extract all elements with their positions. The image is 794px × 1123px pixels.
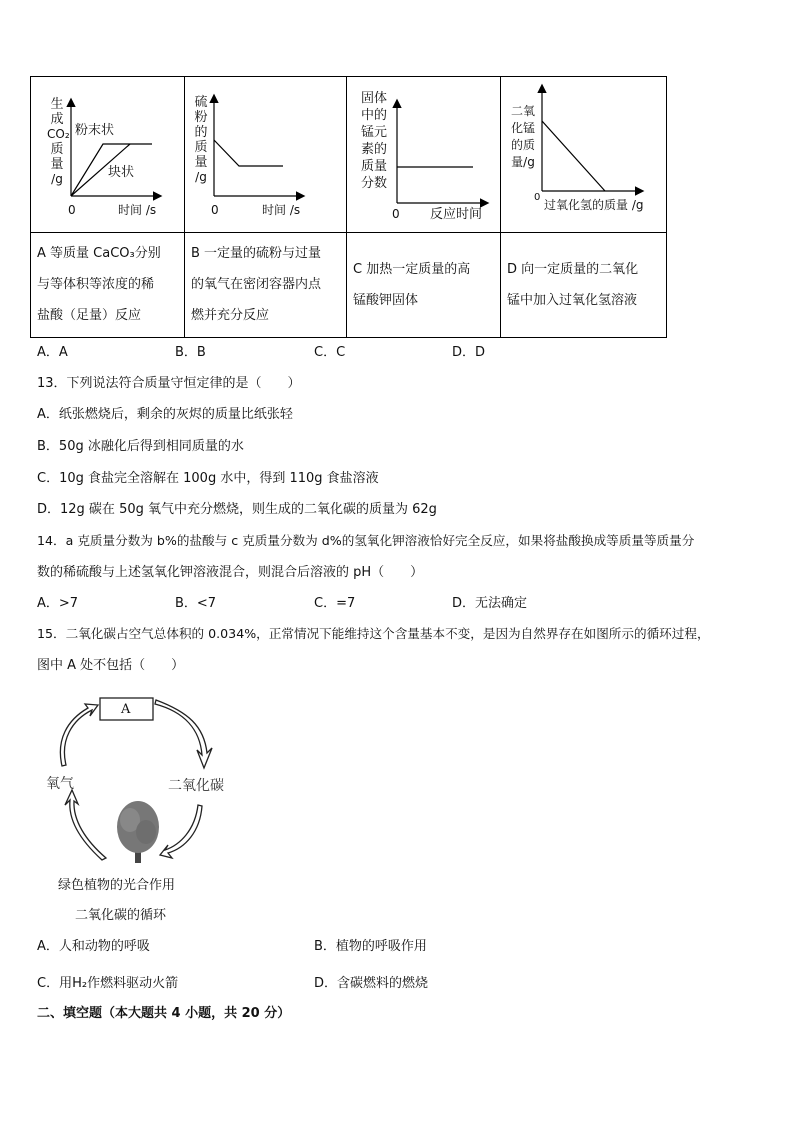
label-line: 的	[194, 125, 208, 140]
description-a	[37, 238, 161, 331]
label-line: /g	[195, 170, 207, 184]
q14-option-a[interactable]: A．>7	[37, 596, 79, 611]
label-line: 成	[50, 112, 64, 127]
label-line: 量	[194, 155, 208, 170]
description-d	[507, 254, 638, 316]
q14-stem-line2: 数的稀硫酸与上述氢氧化钾溶液混合，则混合后溶液的 pH（ ）	[37, 565, 424, 580]
graph4-line	[542, 121, 605, 191]
q15-option-d[interactable]: D．含碳燃料的燃烧	[314, 976, 429, 991]
label-line: 生	[50, 97, 64, 112]
desc-line: 燃并充分反应	[191, 308, 270, 323]
tree-icon	[117, 801, 159, 863]
q13-option-d[interactable]: D．12g 碳在 50g 氧气中充分燃烧，则生成的二氧化碳的质量为 62g	[37, 502, 437, 517]
q14-option-c[interactable]: C．=7	[314, 596, 356, 611]
q15-stem-line2: 图中 A 处不包括（ ）	[37, 658, 185, 673]
section-2-title: 二、填空题（本大题共 4 小题，共 20 分）	[37, 1006, 291, 1021]
graph1-series-powder: 粉末状	[75, 123, 115, 138]
desc-line: 盐酸（足量）反应	[37, 308, 142, 323]
desc-line: B 一定量的硫粉与过量	[191, 246, 322, 261]
label-line: 的质	[510, 138, 535, 152]
desc-line: 的氧气在密闭容器内点	[191, 277, 322, 292]
label-line: 锰元	[360, 125, 387, 140]
q15-option-a[interactable]: A．人和动物的呼吸	[37, 939, 150, 954]
arrow-oxygen-to-a	[60, 704, 98, 766]
diagram-box-label: A	[121, 702, 131, 717]
q13-option-a[interactable]: A．纸张燃烧后，剩余的灰烬的质量比纸张轻	[37, 407, 293, 422]
desc-line: 锰中加入过氧化氢溶液	[507, 293, 638, 308]
label-line: 量	[50, 157, 64, 172]
label-line: 素的	[360, 142, 387, 157]
q13-option-b[interactable]: B．50g 冰融化后得到相同质量的水	[37, 439, 244, 454]
description-b	[191, 238, 321, 331]
label-line: 量/g	[511, 155, 535, 169]
graph4-x-label: 过氧化氢的质量 /g	[544, 198, 644, 212]
desc-line: A 等质量 CaCO₃分别	[37, 246, 161, 261]
label-line: 质	[50, 142, 64, 157]
q12-option-a[interactable]: A．A	[37, 345, 68, 360]
label-line: 中的	[360, 108, 387, 123]
graph1-origin: 0	[68, 203, 76, 217]
label-line: 质量	[360, 159, 387, 174]
q14-stem-line1: 14．a 克质量分数为 b%的盐酸与 c 克质量分数为 d%的氢氧化钾溶液恰好完全反应，如果将盐酸换成等质量等质量分	[37, 533, 695, 548]
q15-option-b[interactable]: B．植物的呼吸作用	[314, 939, 427, 954]
graph1-y-label	[47, 97, 70, 187]
q13-option-c[interactable]: C．10g 食盐完全溶解在 100g 水中，得到 110g 食盐溶液	[37, 471, 379, 486]
q12-option-d[interactable]: D．D	[452, 345, 486, 360]
label-line: CO₂	[47, 127, 70, 141]
graph4-y-label	[508, 103, 538, 171]
graph3-x-label: 反应时间	[430, 207, 483, 222]
diagram-oxygen-label: 氧气	[46, 776, 74, 792]
graph1-series-block: 块状	[108, 165, 135, 180]
label-line: 化锰	[510, 121, 535, 135]
diagram-plant-caption: 绿色植物的光合作用	[58, 878, 176, 893]
graph4-origin: 0	[534, 192, 541, 203]
description-c	[353, 254, 470, 316]
graph2-origin: 0	[211, 203, 219, 217]
label-line: /g	[51, 172, 63, 186]
label-line: 固体	[360, 91, 387, 106]
diagram-co2-label: 二氧化碳	[168, 778, 224, 794]
q15-option-c[interactable]: C．用H₂作燃料驱动火箭	[37, 976, 179, 991]
graph2-x-label: 时间 /s	[262, 203, 301, 217]
label-line: 二氧	[510, 104, 535, 118]
arrow-co2-to-plant	[160, 805, 202, 858]
q14-option-b[interactable]: B．<7	[175, 596, 217, 611]
desc-line: C 加热一定质量的高	[353, 262, 471, 277]
graph2-y-label	[192, 95, 210, 185]
diagram-title: 二氧化碳的循环	[75, 908, 167, 923]
arrow-a-to-co2	[155, 700, 212, 768]
graph1-x-label: 时间 /s	[118, 203, 157, 217]
desc-line: D 向一定质量的二氧化	[507, 262, 639, 277]
arrow-plant-to-oxygen	[65, 790, 106, 860]
q12-option-c[interactable]: C．C	[314, 345, 346, 360]
desc-line: 锰酸钾固体	[353, 293, 419, 308]
label-line: 硫	[194, 95, 208, 110]
q12-option-b[interactable]: B．B	[175, 345, 206, 360]
label-line: 分数	[360, 176, 387, 191]
q15-stem-line1: 15．二氧化碳占空气总体积的 0.034%，正常情况下能维持这个含量基本不变，是因为自然界存在如图所示的循环过程，	[37, 626, 710, 641]
label-line: 质	[194, 140, 208, 155]
graph3-origin: 0	[392, 207, 400, 221]
graph3-y-label	[359, 90, 389, 192]
graph2-line	[214, 140, 283, 166]
q14-option-d[interactable]: D．无法确定	[452, 596, 528, 611]
label-line: 粉	[194, 110, 208, 125]
q13-stem: 13．下列说法符合质量守恒定律的是（ ）	[37, 376, 301, 391]
desc-line: 与等体积等浓度的稀	[37, 277, 155, 292]
